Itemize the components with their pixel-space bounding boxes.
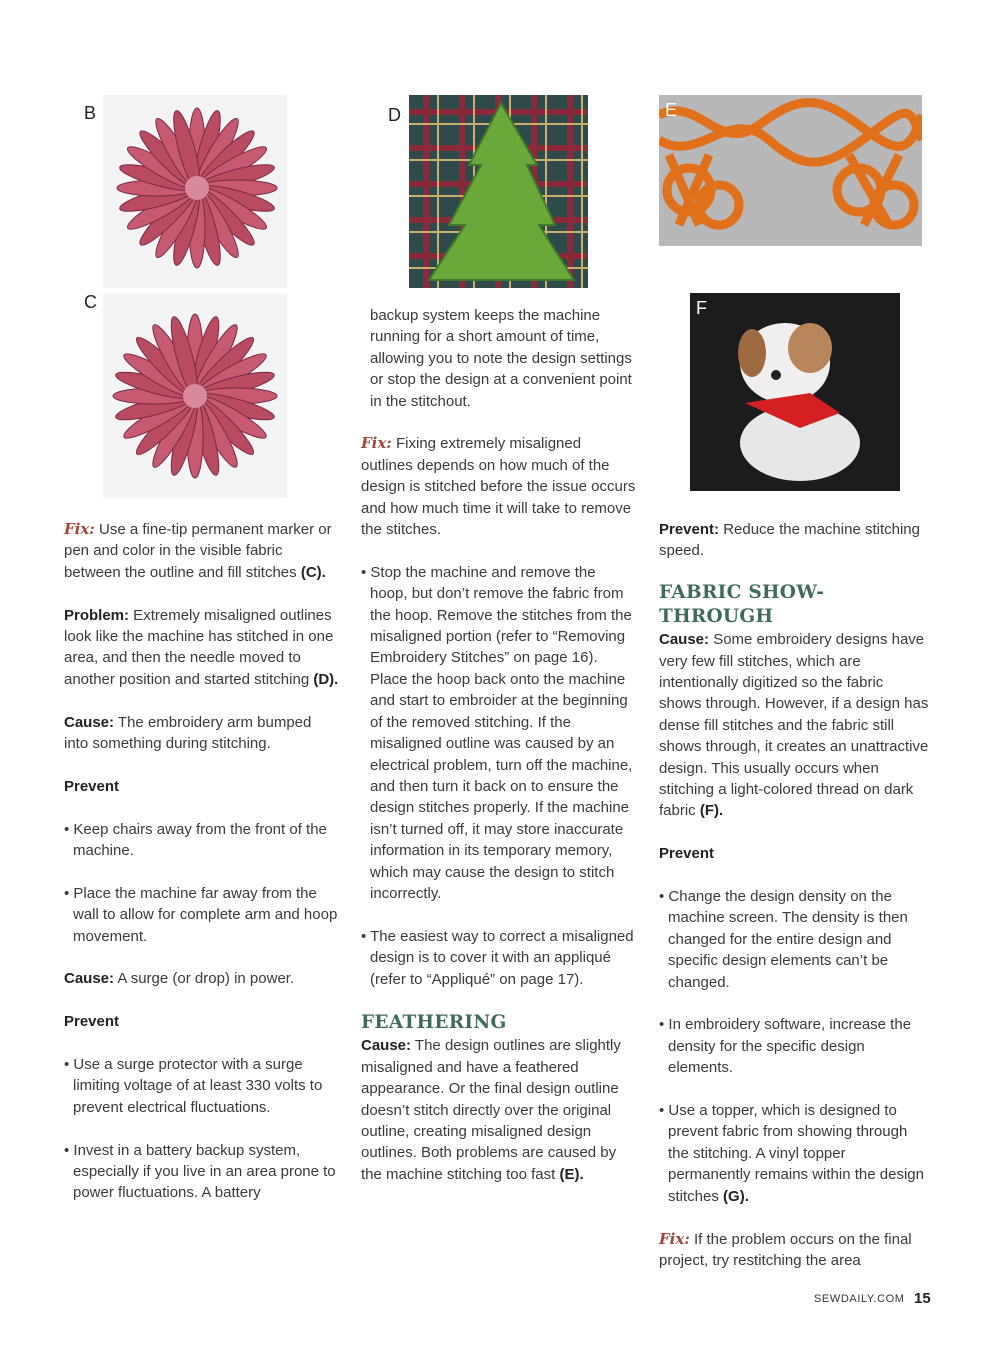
cause-label: Cause:: [64, 713, 115, 731]
prevent-label: Prevent:: [659, 521, 720, 538]
problem-text: Extremely misaligned outlines look like the machine has stitched in one area, and then the needle moved to another position and started stitching: [64, 606, 334, 688]
figure-ref: (E).: [559, 1165, 584, 1183]
cause-paragraph: [64, 968, 339, 989]
problem-paragraph: [64, 605, 339, 691]
continued-bullet-text: backup system keeps the machine running for a short amount of time, allowing you to note the design settings or stop the design at a convenient point in the stitchout.: [370, 307, 632, 410]
bullet-item: • Invest in a battery backup system, especially if you live in an area prone to power fluctuations. A battery: [64, 1141, 336, 1202]
fix-paragraph: [64, 519, 339, 583]
column-1: [64, 519, 339, 1225]
figure-d-tree-image: [409, 95, 588, 288]
bullet-text: • Use a topper, which is designed to prevent fabric from showing through the stitching. A vinyl topper permanently remains within the design stitches: [659, 1102, 924, 1205]
bullet-item: • Use a surge protector with a surge limiting voltage of at least 330 volts to prevent electrical fluctuations.: [64, 1056, 323, 1116]
figure-label-f: F: [696, 298, 707, 318]
column-3: [659, 519, 929, 1293]
fix-text: Fixing extremely misaligned outlines depends on how much of the design is stitched before the issue occurs and how much time it will take to remove the stitches.: [361, 435, 636, 539]
figure-ref: (C).: [300, 563, 326, 581]
cause-label: Cause:: [659, 631, 710, 649]
bullet-item: • The easiest way to correct a misaligned design is to cover it with an appliqué (refer to “Appliqué” on page 17).: [361, 927, 634, 988]
prevent-text: Reduce the machine stitching speed.: [659, 521, 920, 560]
cause-text: Some embroidery designs have very few fill stitches, which are intentionally digitized so the fabric shows through. However, if a design has dense fill stitches and the fabric still shows through, it creates an unattractive design. This usually occurs when stitching a light-colored thread on dark fabric: [659, 631, 929, 820]
figure-ref: (G).: [723, 1187, 749, 1205]
bullet-item: • Stop the machine and remove the hoop, but don’t remove the fabric from the hoop. Remove the stitches from the misaligned portion (refer to “Removing Embroidery Stitches” on page 16). Place the hoop back onto the machine and start to embroider at the beginning of the removed stitching. If the misaligned outline was caused by an electrical problem, turn off the machine, and then turn it back on to ensure the design stitches properly. If the machine isn’t turned off, it may store inaccurate information in its temporary memory, which may cause the design to stitch incorrectly.: [361, 563, 633, 902]
figure-b-flower-image: [103, 95, 287, 288]
figure-label-b: B: [84, 103, 97, 123]
figure-ref: (D).: [313, 670, 339, 688]
fix-label: Fix:: [361, 434, 392, 453]
section-heading-fabric-show-through: FABRIC SHOW-THROUGH: [659, 582, 825, 628]
column-2: [361, 305, 636, 1207]
prevent-heading: Prevent: [659, 845, 715, 863]
fix-text: If the problem occurs on the final project, try restitching the area: [659, 1230, 912, 1269]
bullet-item: • Keep chairs away from the front of the machine.: [64, 820, 327, 860]
fix-paragraph: [659, 1229, 929, 1272]
bullet-item: • Place the machine far away from the wall to allow for complete arm and hoop movement.: [64, 884, 338, 945]
cause-text: A surge (or drop) in power.: [114, 970, 295, 988]
cause-text: The design outlines are slightly misaligned and have a feathered appearance. Or the final design outline doesn’t stitch directly over the original outline, creating misaligned design outlines. Both problems are caused by the machine stitching too fast: [361, 1037, 621, 1183]
fix-label: Fix:: [64, 520, 95, 538]
problem-label: Problem:: [64, 606, 130, 624]
cause-label: Cause:: [361, 1037, 412, 1055]
cause-text: The embroidery arm bumped into something during stitching.: [64, 713, 312, 753]
cause-paragraph: [64, 712, 339, 755]
fix-text: Use a fine-tip permanent marker or pen and color in the visible fabric between the outline and fill stitches: [64, 521, 332, 581]
figure-c-flower-image: [103, 293, 287, 498]
cause-paragraph: [361, 1035, 636, 1185]
figure-label-d: D: [388, 105, 401, 125]
fix-label: Fix:: [659, 1229, 690, 1248]
section-heading-feathering: FEATHERING: [361, 1012, 507, 1034]
cause-paragraph: [659, 629, 929, 822]
figure-label-e: E: [665, 100, 678, 120]
figure-e-celtic-knot-image: [659, 95, 922, 246]
fix-paragraph: [361, 433, 636, 540]
figure-f-puppy-image: [690, 293, 900, 491]
prevent-heading: Prevent: [64, 777, 120, 795]
figure-label-c: C: [84, 292, 97, 312]
prevent-heading: Prevent: [64, 1013, 120, 1031]
figure-ref: (F).: [699, 802, 724, 820]
prevent-paragraph: [659, 519, 929, 562]
bullet-item: • In embroidery software, increase the density for the specific design elements.: [659, 1016, 912, 1077]
bullet-item: • Change the design density on the machine screen. The density is then changed for the entire design and specific design elements can’t be changed.: [659, 888, 908, 991]
page-number: 15: [914, 1290, 931, 1307]
cause-label: Cause:: [64, 970, 115, 988]
footer-site: SEWDAILY.COM: [814, 1293, 905, 1305]
bullet-item: [659, 1100, 929, 1207]
